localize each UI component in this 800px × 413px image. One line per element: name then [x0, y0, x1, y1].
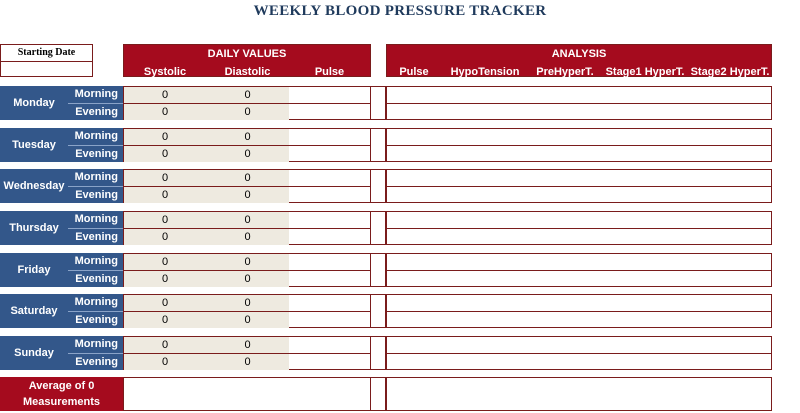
- separator-cell: [371, 86, 386, 120]
- evening-values-row: [124, 187, 370, 203]
- day-label: Thursday: [0, 211, 68, 245]
- diastolic-cell[interactable]: 0: [206, 129, 289, 145]
- diastolic-cell[interactable]: 0: [206, 87, 289, 103]
- column-analysis-pulse: Pulse: [399, 66, 429, 78]
- daily-values-cells: [123, 128, 371, 162]
- period-morning: Morning: [68, 169, 123, 186]
- analysis-cells: [386, 336, 772, 370]
- day-label: Tuesday: [0, 128, 68, 162]
- period-morning: Morning: [68, 253, 123, 270]
- separator-cell: [371, 336, 386, 370]
- average-label: [0, 377, 123, 411]
- analysis-cells: [386, 294, 772, 328]
- day-row-tuesday: [0, 128, 772, 162]
- analysis-header: [386, 44, 772, 77]
- average-analysis-cells: [386, 377, 772, 411]
- period-morning: Morning: [68, 294, 123, 311]
- analysis-cells: [386, 253, 772, 287]
- systolic-cell[interactable]: 0: [124, 212, 206, 228]
- systolic-cell[interactable]: 0: [124, 337, 206, 353]
- daily-values-cells: [123, 86, 371, 120]
- analysis-title: ANALYSIS: [551, 48, 607, 60]
- day-row-friday: [0, 253, 772, 287]
- column-stage2-hypert: Stage2 HyperT.: [690, 66, 770, 78]
- period-morning: Morning: [68, 336, 123, 353]
- period-evening: Evening: [68, 270, 123, 287]
- day-row-thursday: [0, 211, 772, 245]
- column-prehypert: PreHyperT.: [536, 66, 594, 78]
- evening-values-row: [124, 271, 370, 287]
- evening-values-row: [124, 229, 370, 245]
- diastolic-cell[interactable]: 0: [206, 271, 289, 287]
- systolic-cell[interactable]: 0: [124, 229, 206, 245]
- average-label-line2: Measurements: [22, 396, 101, 408]
- systolic-cell[interactable]: 0: [124, 129, 206, 145]
- systolic-cell[interactable]: 0: [124, 354, 206, 370]
- day-row-sunday: [0, 336, 772, 370]
- evening-values-row: [124, 104, 370, 120]
- average-values-cells: [123, 377, 371, 411]
- morning-values-row: [124, 337, 370, 354]
- day-label: Saturday: [0, 294, 68, 328]
- column-hypotension: HypoTension: [450, 66, 520, 78]
- period-evening: Evening: [68, 145, 123, 162]
- separator-cell: [371, 294, 386, 328]
- analysis-cells: [386, 128, 772, 162]
- diastolic-cell[interactable]: 0: [206, 337, 289, 353]
- systolic-cell[interactable]: 0: [124, 295, 206, 311]
- diastolic-cell[interactable]: 0: [206, 104, 289, 120]
- evening-values-row: [124, 354, 370, 370]
- diastolic-cell[interactable]: 0: [206, 295, 289, 311]
- separator-cell: [371, 128, 386, 162]
- period-evening: Evening: [68, 353, 123, 370]
- period-morning: Morning: [68, 86, 123, 103]
- average-row: [0, 377, 772, 411]
- daily-values-title: DAILY VALUES: [207, 48, 287, 60]
- period-morning: Morning: [68, 128, 123, 145]
- morning-values-row: [124, 212, 370, 229]
- day-label: Wednesday: [0, 169, 68, 203]
- diastolic-cell[interactable]: 0: [206, 187, 289, 203]
- column-diastolic: Diastolic: [224, 66, 271, 78]
- starting-date-label: Starting Date: [1, 45, 92, 62]
- period-morning: Morning: [68, 211, 123, 228]
- day-row-monday: [0, 86, 772, 120]
- average-label-line1: Average of 0: [28, 380, 95, 392]
- morning-values-row: [124, 170, 370, 187]
- period-evening: Evening: [68, 311, 123, 328]
- analysis-cells: [386, 169, 772, 203]
- morning-values-row: [124, 295, 370, 312]
- morning-values-row: [124, 87, 370, 104]
- morning-values-row: [124, 254, 370, 271]
- systolic-cell[interactable]: 0: [124, 254, 206, 270]
- systolic-cell[interactable]: 0: [124, 187, 206, 203]
- daily-values-cells: [123, 169, 371, 203]
- separator-cell: [371, 169, 386, 203]
- separator-cell: [371, 377, 386, 411]
- day-row-wednesday: [0, 169, 772, 203]
- systolic-cell[interactable]: 0: [124, 271, 206, 287]
- period-evening: Evening: [68, 228, 123, 245]
- systolic-cell[interactable]: 0: [124, 87, 206, 103]
- diastolic-cell[interactable]: 0: [206, 170, 289, 186]
- period-evening: Evening: [68, 103, 123, 120]
- diastolic-cell[interactable]: 0: [206, 212, 289, 228]
- page-title: WEEKLY BLOOD PRESSURE TRACKER: [253, 3, 547, 19]
- daily-values-cells: [123, 294, 371, 328]
- day-label: Friday: [0, 253, 68, 287]
- daily-values-cells: [123, 253, 371, 287]
- column-stage1-hypert: Stage1 HyperT.: [605, 66, 685, 78]
- daily-values-cells: [123, 211, 371, 245]
- diastolic-cell[interactable]: 0: [206, 354, 289, 370]
- systolic-cell[interactable]: 0: [124, 146, 206, 162]
- analysis-cells: [386, 211, 772, 245]
- systolic-cell[interactable]: 0: [124, 312, 206, 328]
- separator-cell: [371, 211, 386, 245]
- starting-date-box: [0, 44, 93, 77]
- systolic-cell[interactable]: 0: [124, 104, 206, 120]
- diastolic-cell[interactable]: 0: [206, 312, 289, 328]
- systolic-cell[interactable]: 0: [124, 170, 206, 186]
- day-label: Monday: [0, 86, 68, 120]
- daily-values-cells: [123, 336, 371, 370]
- diastolic-cell[interactable]: 0: [206, 254, 289, 270]
- day-label: Sunday: [0, 336, 68, 370]
- diastolic-cell[interactable]: 0: [206, 229, 289, 245]
- diastolic-cell[interactable]: 0: [206, 146, 289, 162]
- separator-cell: [371, 253, 386, 287]
- evening-values-row: [124, 312, 370, 328]
- column-systolic: Systolic: [143, 66, 187, 78]
- day-row-saturday: [0, 294, 772, 328]
- period-evening: Evening: [68, 186, 123, 203]
- daily-values-header: [123, 44, 371, 77]
- morning-values-row: [124, 129, 370, 146]
- analysis-cells: [386, 86, 772, 120]
- evening-values-row: [124, 146, 370, 162]
- starting-date-input[interactable]: [1, 62, 92, 78]
- column-pulse: Pulse: [314, 66, 345, 78]
